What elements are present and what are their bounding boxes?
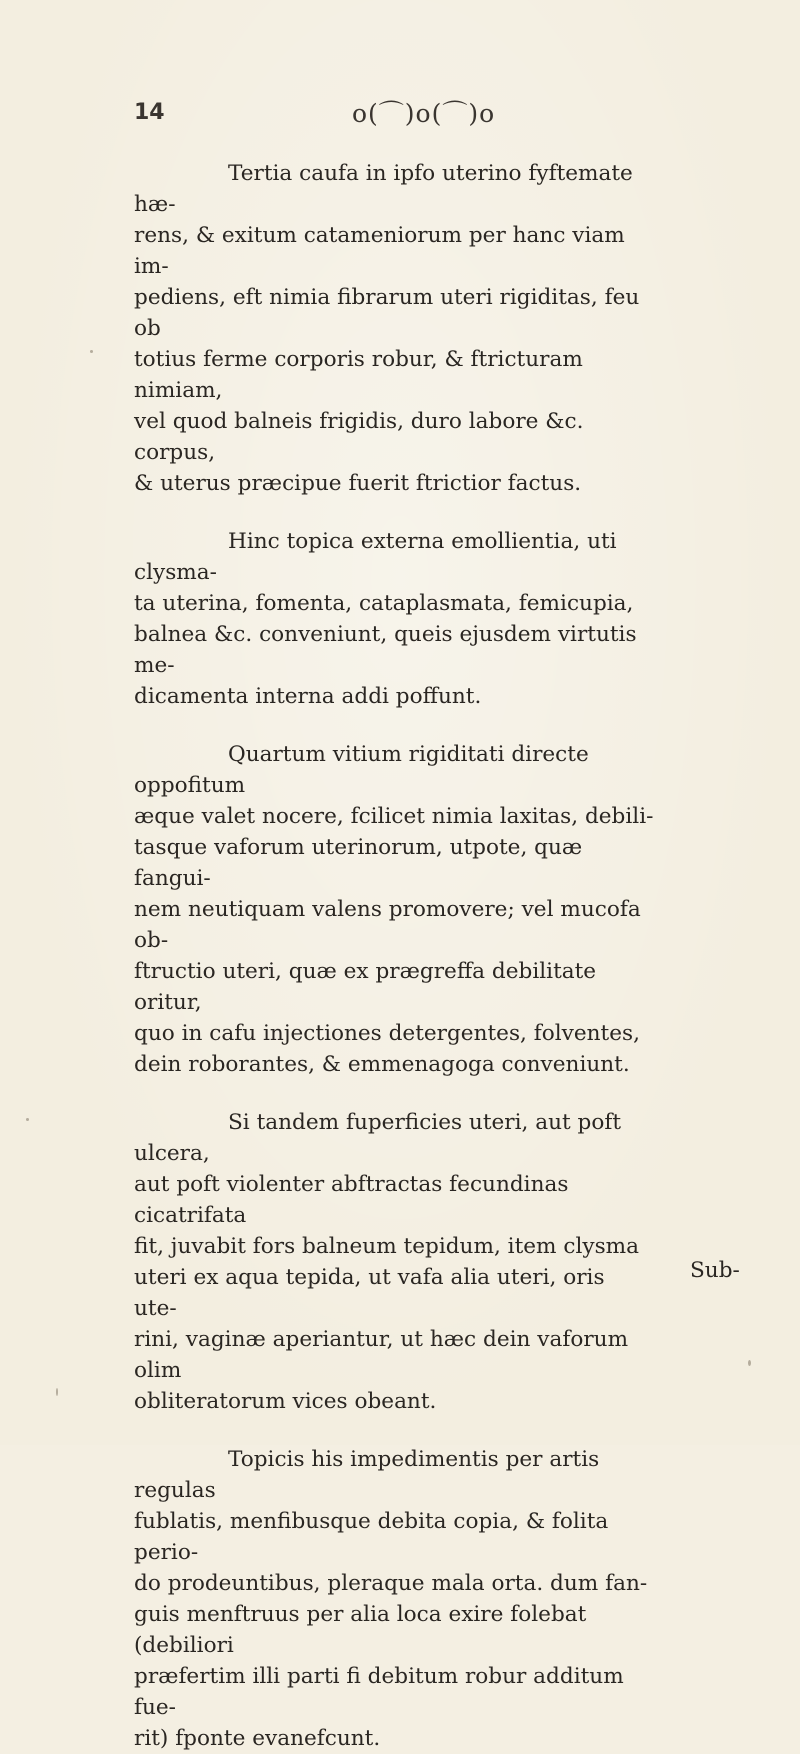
- paragraph-5: Topicis his impedimentis per artis regulas fublatis, menfibusque debita copia, & folita perio- do prodeuntibus, pleraque mala orta. dum fan- guis menftruus per alia loca exire folebat (debiliori præfertim illi parti fi debitum robur additum fue- rit) fponte evanefcunt.: [134, 1447, 648, 1751]
- catchword: Sub-: [690, 1258, 740, 1283]
- body-text: [134, 158, 654, 1754]
- paragraph-4: Si tandem fuperficies uteri, aut poft ulcera, aut poft violenter abftractas fecundinas cicatrifata fit, juvabit fors balneum tepidum, item clysma uteri ex aqua tepida, ut vafa alia uteri, oris ute- rini, vaginæ aperiantur, ut hæc dein vaforum olim obliteratorum vices obeant.: [134, 1110, 640, 1414]
- paper-speck: [26, 1118, 29, 1121]
- paper-speck: [748, 1360, 751, 1366]
- paper-speck: [56, 1388, 58, 1396]
- page-number: 14: [134, 100, 165, 125]
- paragraph-3: Quartum vitium rigiditati directe oppofitum æque valet nocere, fcilicet nimia laxitas, debili- tasque vaforum uterinorum, utpote, quæ fangui- nem neutiquam valens promovere; vel mucofa ob- ftructio uteri, quæ ex prægreffa debilitate oritur, quo in cafu injectiones detergentes, folventes, dein roborantes, & emmenagoga conveniunt.: [134, 742, 654, 1077]
- paragraph-1: Tertia caufa in ipfo uterino fyftemate hæ- rens, & exitum catameniorum per hanc viam im- pediens, eft nimia fibrarum uteri rigiditas, feu ob totius ferme corporis robur, & ftricturam nimiam, vel quod balneis frigidis, duro labore &c. corpus, & uterus præcipue fuerit ftrictior factus.: [134, 161, 640, 496]
- paper-speck: [90, 350, 93, 353]
- paragraph-2: Hinc topica externa emollientia, uti clysma- ta uterina, fomenta, cataplasmata, femicupia, balnea &c. conveniunt, queis ejusdem virtutis me- dicamenta interna addi poffunt.: [134, 529, 637, 709]
- header-ornament: o(⌒)o(⌒)o: [352, 99, 496, 128]
- page-header: [0, 92, 800, 132]
